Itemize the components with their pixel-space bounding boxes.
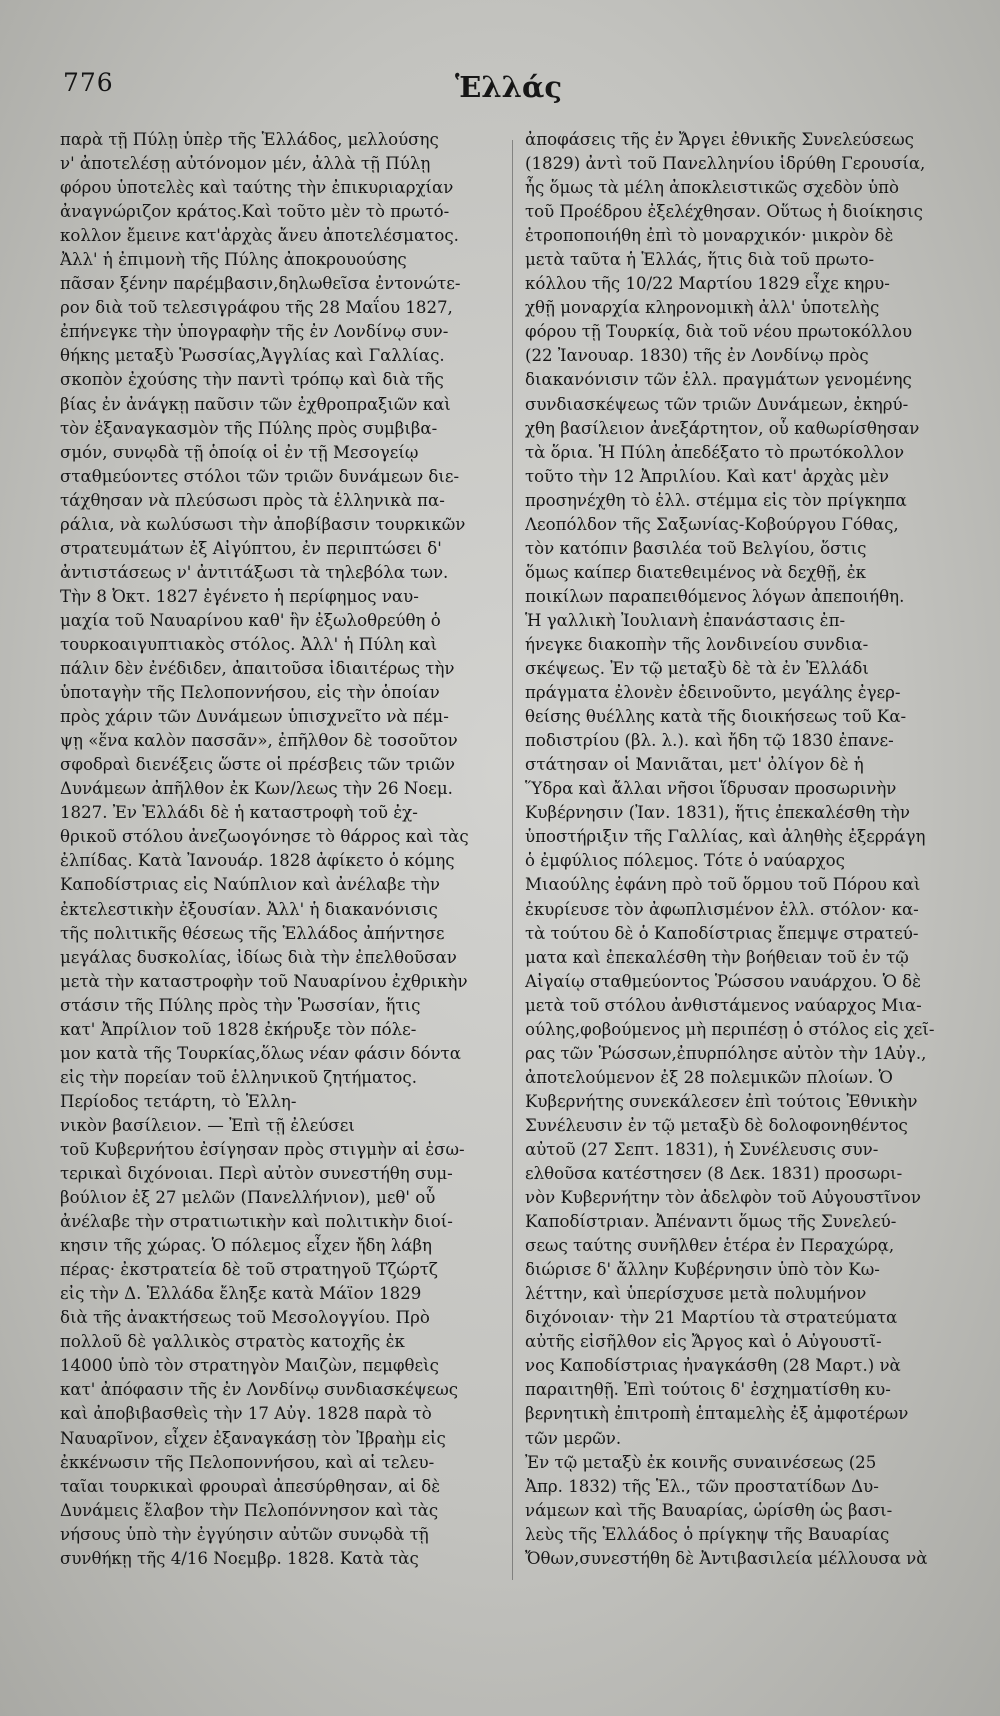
text-line: ποικίλων παραπειθόμενος λόγων ἀπεποιήθη. [525, 586, 905, 606]
text-line: βερνητικὴ ἐπιτροπὴ ἑπταμελὴς ἐξ ἀμφοτέρων [525, 1404, 909, 1424]
text-line: λέττην, καὶ ὑπερίσχυσε μετὰ πολυμήνον [525, 1284, 867, 1304]
text-line: ράλια, νὰ κωλύσωσι τὴν ἀποβίβασιν τουρκικῶν [60, 514, 466, 534]
text-line: τάχθησαν νὰ πλεύσωσι πρὸς τὰ ἑλληνικὰ πα- [60, 490, 445, 510]
text-line: κησιν τῆς χώρας. Ὁ πόλεμος εἶχεν ἤδη λάβη [60, 1236, 432, 1256]
text-line: θρικοῦ στόλου ἀνεζωογόνησε τὸ θάρρος καὶ τὰς [60, 827, 469, 847]
text-line: πολλοῦ δὲ γαλλικὸς στρατὸς κατοχῆς ἐκ [60, 1332, 405, 1352]
text-line: Ὄθων,συνεστήθη δὲ Ἀντιβασιλεία μέλλουσα νὰ [525, 1548, 928, 1568]
text-line: τοῦ Κυβερνήτου ἐσίγησαν πρὸς στιγμὴν αἱ ἐσω- [60, 1139, 465, 1159]
text-line: Δυνάμεων ἀπῆλθον ἐκ Κων/λεως τὴν 26 Νοεμ. [60, 779, 453, 799]
right-text-column [525, 128, 965, 1571]
text-line: ν' ἀποτελέσῃ αὐτόνομον μέν, ἀλλὰ τῇ Πύλῃ [60, 154, 431, 174]
text-line: πράγματα ἐλονὲν ἐδεινοῦντο, μεγάλης ἐγερ- [525, 683, 901, 703]
text-line: ὑποστήριξιν τῆς Γαλλίας, καὶ ἀληθὴς ἐξερράγη [525, 827, 926, 847]
text-line: 14000 ὑπὸ τὸν στρατηγὸν Μαιζὼν, πεμφθεὶς [60, 1356, 439, 1376]
text-line: παρὰ τῇ Πύλῃ ὑπὲρ τῆς Ἑλλάδος, μελλούσης [60, 130, 439, 149]
text-line: κατ' ἀπόφασιν τῆς ἐν Λονδίνῳ συνδιασκέψεως [60, 1380, 459, 1400]
text-line: πᾶσαν ξένην παρέμβασιν,δηλωθεῖσα ἐντονώτε- [60, 274, 461, 294]
text-line: θήκης μεταξὺ Ῥωσσίας,Ἀγγλίας καὶ Γαλλίας. [60, 346, 445, 366]
text-line: καὶ ἀποβιβασθεὶς τὴν 17 Αὐγ. 1828 παρὰ τὸ [60, 1404, 432, 1424]
text-line: ὁ ἐμφύλιος πόλεμος. Τότε ὁ ναύαρχος [525, 851, 845, 871]
text-line: πρὸς χάριν τῶν Δυνάμεων ὑπισχνεῖτο νὰ πέμ- [60, 707, 449, 727]
text-line: ἀναγνώριζον κράτος.Καὶ τοῦτο μὲν τὸ πρωτό- [60, 202, 450, 222]
text-line: βούλιον ἐξ 27 μελῶν (Πανελλήνιον), μεθ' οὗ [60, 1188, 436, 1208]
text-line: ελθοῦσα κατέστησεν (8 Δεκ. 1831) προσωρι- [525, 1164, 903, 1184]
text-line: χθη βασίλειον ἀνεξάρτητον, οὗ καθωρίσθησαν [525, 418, 920, 438]
text-line: σεως ταύτης συνῆλθεν ἑτέρα ἐν Περαχώρᾳ, [525, 1236, 895, 1256]
text-line: Ἐν τῷ μεταξὺ ἐκ κοινῆς συναινέσεως (25 [525, 1452, 877, 1472]
text-line: Ἡ γαλλικὴ Ἰουλιανὴ ἐπανάστασις ἐπ- [525, 610, 846, 630]
text-line: παραιτηθῇ. Ἐπὶ τούτοις δ' ἐσχηματίσθη κυ- [525, 1380, 891, 1400]
text-line: τὸν κατόπιν βασιλέα τοῦ Βελγίου, ὅστις [525, 538, 867, 558]
text-line: τῆς πολιτικῆς θέσεως τῆς Ἑλλάδος ἀπήντησε [60, 923, 445, 943]
text-line: ήνεγκε διακοπὴν τῆς λονδινείου συνδια- [525, 634, 869, 654]
text-line: πάλιν δὲν ἐνέδιδεν, ἀπαιτοῦσα ἰδιαιτέρως τὴν [60, 659, 455, 679]
text-line: (22 Ἰανουαρ. 1830) τῆς ἐν Λονδίνῳ πρὸς [525, 346, 869, 366]
text-line: φόρου τῇ Τουρκίᾳ, διὰ τοῦ νέου πρωτοκόλλου [525, 322, 913, 342]
text-line: διακανόνισιν τῶν ἑλλ. πραγμάτων γενομένης [525, 370, 912, 390]
text-line: τοῦτο τὴν 12 Ἀπριλίου. Καὶ κατ' ἀρχὰς μὲν [525, 466, 889, 486]
text-line: ἐπήνεγκε τὴν ὑπογραφὴν τῆς ἐν Λονδίνῳ συν- [60, 322, 449, 342]
text-line: λεὺς τῆς Ἑλλάδος ὁ πρίγκηψ τῆς Βαυαρίας [525, 1524, 890, 1544]
text-line: ἐκτελεστικὴν ἐξουσίαν. Ἀλλ' ἡ διακανόνισις [60, 899, 438, 919]
text-line: ἀνέλαβε τὴν στρατιωτικὴν καὶ πολιτικὴν διοί- [60, 1212, 453, 1232]
text-line: μεγάλας δυσκολίας, ἰδίως διὰ τὴν ἐπελθοῦσαν [60, 947, 457, 967]
text-line: ὅμως καίπερ διατεθειμένος νὰ δεχθῇ, ἐκ [525, 562, 867, 582]
text-line: κόλλου τῆς 10/22 Μαρτίου 1829 εἶχε κηρυ- [525, 274, 890, 294]
text-line: διώρισε δ' ἄλλην Κυβέρνησιν ὑπὸ τὸν Κω- [525, 1260, 880, 1280]
text-line: ἀντιστάσεως ν' ἀντιτάξωσι τὰ τηλεβόλα των. [60, 562, 449, 582]
text-line: εἰς τὴν Δ. Ἑλλάδα ἔληξε κατὰ Μάϊον 1829 [60, 1284, 422, 1304]
text-line: Δυνάμεις ἔλαβον τὴν Πελοπόννησον καὶ τὰς [60, 1500, 439, 1520]
text-line: τῶν μερῶν. [525, 1428, 622, 1448]
text-line: τὰ ὅρια. Ἡ Πύλη ἀπεδέξατο τὸ πρωτόκολλον [525, 442, 905, 462]
text-line: Ὕδρα καὶ ἄλλαι νῆσοι ἵδρυσαν προσωρινὴν [525, 779, 897, 799]
text-line: ούλης,φοβούμενος μὴ περιπέσῃ ὁ στόλος εἰς χεῖ- [525, 1019, 935, 1039]
text-line: χθῇ μοναρχία κληρονομικὴ ἀλλ' ὑποτελὴς [525, 298, 880, 318]
text-line: διὰ τῆς ἀνακτήσεως τοῦ Μεσολογγίου. Πρὸ [60, 1308, 430, 1328]
text-line: ἐκκένωσιν τῆς Πελοποννήσου, καὶ αἱ τελευ- [60, 1452, 435, 1472]
text-line: ψῃ «ἕνα καλὸν πασσᾶν», ἐπῆλθον δὲ τοσοῦτον [60, 731, 458, 751]
text-line: στάτησαν οἱ Μανιᾶται, μετ' ὀλίγον δὲ ἡ [525, 755, 864, 775]
text-line: ἧς ὅμως τὰ μέλη ἀποκλειστικῶς σχεδὸν ὑπὸ [525, 178, 900, 198]
text-line: θείσης θυέλλης κατὰ τῆς διοικήσεως τοῦ Κα- [525, 707, 907, 727]
text-line: συνθήκῃ τῆς 4/16 Νοεμβρ. 1828. Κατὰ τὰς [60, 1548, 419, 1568]
text-line: νήσους ὑπὸ τὴν ἐγγύησιν αὐτῶν συνῳδὰ τῇ [60, 1524, 429, 1544]
text-line: διχόνοιαν· τὴν 21 Μαρτίου τὰ στρατεύματα [525, 1308, 898, 1328]
text-line: σκοπὸν ἐχούσης τὴν παντὶ τρόπῳ καὶ διὰ τῆς [60, 370, 444, 390]
text-line: ἀποτελούμενον ἐξ 28 πολεμικῶν πλοίων. Ὁ [525, 1067, 893, 1087]
left-text-column [60, 128, 505, 1571]
text-line: ρας τῶν Ῥώσσων,ἐπυρπόλησε αὐτὸν τὴν 1Αὐγ., [525, 1043, 927, 1063]
text-line: ταῖαι τουρκικαὶ φρουραὶ ἀπεσύρθησαν, αἱ δὲ [60, 1476, 441, 1496]
text-line: Αἰγαίῳ σταθμεύοντος Ῥώσσου ναυάρχου. Ὁ δὲ [525, 971, 922, 991]
text-line: (1829) ἀντὶ τοῦ Πανελληνίου ἱδρύθη Γερουσία, [525, 154, 926, 174]
text-line: μον κατὰ τῆς Τουρκίας,ὅλως νέαν φάσιν δόντα [60, 1043, 461, 1063]
text-line: ποδιστρίου (βλ. λ.). καὶ ἤδη τῷ 1830 ἐπανε- [525, 731, 894, 751]
text-line: στάσιν τῆς Πύλης πρὸς τὴν Ῥωσσίαν, ἥτις [60, 995, 421, 1015]
text-line: πέρας· ἐκστρατεία δὲ τοῦ στρατηγοῦ Τζώρτζ [60, 1260, 438, 1280]
text-line: αὐτῆς εἰσῆλθον εἰς Ἄργος καὶ ὁ Αὐγουστῖ- [525, 1332, 882, 1352]
text-line: Κυβερνήτης συνεκάλεσεν ἐπὶ τούτοις Ἐθνικὴν [525, 1091, 918, 1111]
text-line: βίας ἐν ἀνάγκῃ παῦσιν τῶν ἐχθροπραξιῶν καὶ [60, 394, 451, 414]
page-number: 776 [63, 68, 114, 97]
text-line: μετὰ ταῦτα ἡ Ἑλλάς, ἥτις διὰ τοῦ πρωτο- [525, 250, 875, 270]
running-title: Ἑλλάς [455, 70, 562, 104]
text-line: ἀποφάσεις τῆς ἐν Ἄργει ἐθνικῆς Συνελεύσεως [525, 130, 914, 149]
text-line: μαχία τοῦ Ναυαρίνου καθ' ἣν ἐξωλοθρεύθη ὁ [60, 610, 441, 630]
text-line: φόρου ὑποτελὲς καὶ ταύτης τὴν ἐπικυριαρχίαν [60, 178, 454, 198]
text-line: εἰς τὴν πορείαν τοῦ ἑλληνικοῦ ζητήματος. [60, 1067, 417, 1087]
text-line: προσηνέχθη τὸ ἑλλ. στέμμα εἰς τὸν πρίγκηπα [525, 490, 907, 510]
text-line: νικὸν βασίλειον. — Ἐπὶ τῇ ἐλεύσει [60, 1115, 355, 1135]
text-line: ἐκυρίευσε τὸν ἀφωπλισμένον ἑλλ. στόλον· κα- [525, 899, 919, 919]
text-line: ρον διὰ τοῦ τελεσιγράφου τῆς 28 Μαΐου 1827, [60, 298, 453, 318]
text-line: σταθμεύοντες στόλοι τῶν τριῶν δυνάμεων διε- [60, 466, 460, 486]
text-line: 1827. Ἐν Ἑλλάδι δὲ ἡ καταστροφὴ τοῦ ἐχ- [60, 803, 418, 823]
text-line: σμόν, συνῳδὰ τῇ ὁποίᾳ οἱ ἐν τῇ Μεσογείῳ [60, 442, 419, 462]
text-line: κατ' Ἀπρίλιον τοῦ 1828 ἐκήρυξε τὸν πόλε- [60, 1019, 417, 1039]
text-line: ἐτροποποιήθη ἐπὶ τὸ μοναρχικόν· μικρὸν δὲ [525, 226, 894, 246]
text-line: τερικαὶ διχόνοιαι. Περὶ αὐτὸν συνεστήθη συμ- [60, 1164, 453, 1184]
text-line: ὑποταγὴν τῆς Πελοποννήσου, εἰς τὴν ὁποίαν [60, 683, 440, 703]
text-line: ματα καὶ ἐπεκαλέσθη τὴν βοήθειαν τοῦ ἐν τῷ [525, 947, 909, 967]
text-line: τὸν ἐξαναγκασμὸν τῆς Πύλης πρὸς συμβιβα- [60, 418, 438, 438]
text-line: τὰ τούτου δὲ ὁ Καποδίστριας ἔπεμψε στρατεύ- [525, 923, 919, 943]
text-line: συνδιασκέψεως τῶν τριῶν Δυνάμεων, ἐκηρύ- [525, 394, 909, 414]
text-line: Ἀλλ' ἡ ἐπιμονὴ τῆς Πύλης ἀποκρουούσης [60, 250, 407, 270]
text-line: Τὴν 8 Ὀκτ. 1827 ἐγένετο ἡ περίφημος ναυ- [60, 586, 419, 606]
text-line: μετὰ τὴν καταστροφὴν τοῦ Ναυαρίνου ἐχθρικὴν [60, 971, 468, 991]
text-line: σφοδραὶ διενέξεις ὥστε οἱ πρέσβεις τῶν τριῶν [60, 755, 455, 775]
text-line: Καποδίστριας εἰς Ναύπλιον καὶ ἀνέλαβε τὴν [60, 875, 440, 895]
text-line: νάμεων καὶ τῆς Βαυαρίας, ὡρίσθη ὡς βασι- [525, 1500, 893, 1520]
text-line: σκέψεως. Ἐν τῷ μεταξὺ δὲ τὰ ἐν Ἑλλάδι [525, 659, 869, 679]
column-divider [512, 140, 513, 1580]
text-line: Κυβέρνησιν (Ἰαν. 1831), ἥτις ἐπεκαλέσθη τὴν [525, 803, 910, 823]
text-line: νος Καποδίστριας ἠναγκάσθη (28 Μαρτ.) νὰ [525, 1356, 901, 1376]
text-line: τοῦ Προέδρου ἐξελέχθησαν. Οὕτως ἡ διοίκησις [525, 202, 923, 222]
text-line: στρατευμάτων ἐξ Αἰγύπτου, ἐν περιπτώσει δ' [60, 538, 442, 558]
text-line: Ναυαρῖνον, εἶχεν ἐξαναγκάσῃ τὸν Ἰβραὴμ εἰς [60, 1428, 446, 1448]
text-line: Ἀπρ. 1832) τῆς Ἑλ., τῶν προστατίδων Δυ- [525, 1476, 879, 1496]
text-line: μετὰ τοῦ στόλου ἀνθιστάμενος ναύαρχος Μια- [525, 995, 922, 1015]
text-line: Συνέλευσιν ἐν τῷ μεταξὺ δὲ δολοφονηθέντος [525, 1115, 908, 1135]
text-line: νὸν Κυβερνήτην τὸν ἀδελφὸν τοῦ Αὐγουστῖνον [525, 1188, 921, 1208]
text-line: αὐτοῦ (27 Σεπτ. 1831), ἡ Συνέλευσις συν- [525, 1139, 879, 1159]
text-line: κολλον ἔμεινε κατ'ἀρχὰς ἄνευ ἀποτελέσματος. [60, 226, 459, 246]
text-line: Λεοπόλδον τῆς Σαξωνίας-Κοβούργου Γόθας, [525, 514, 899, 534]
text-line: Μιαούλης ἐφάνη πρὸ τοῦ ὅρμου τοῦ Πόρου καὶ [525, 875, 921, 895]
text-line: ἐλπίδας. Κατὰ Ἰανουάρ. 1828 ἀφίκετο ὁ κόμης [60, 851, 455, 871]
text-line: Καποδίστριαν. Ἀπέναντι ὅμως τῆς Συνελεύ- [525, 1212, 897, 1232]
text-line: τουρκοαιγυπτιακὸς στόλος. Ἀλλ' ἡ Πύλη καὶ [60, 634, 438, 654]
text-line: Περίοδος τετάρτη, τὸ Ἑλλη- [60, 1091, 297, 1111]
